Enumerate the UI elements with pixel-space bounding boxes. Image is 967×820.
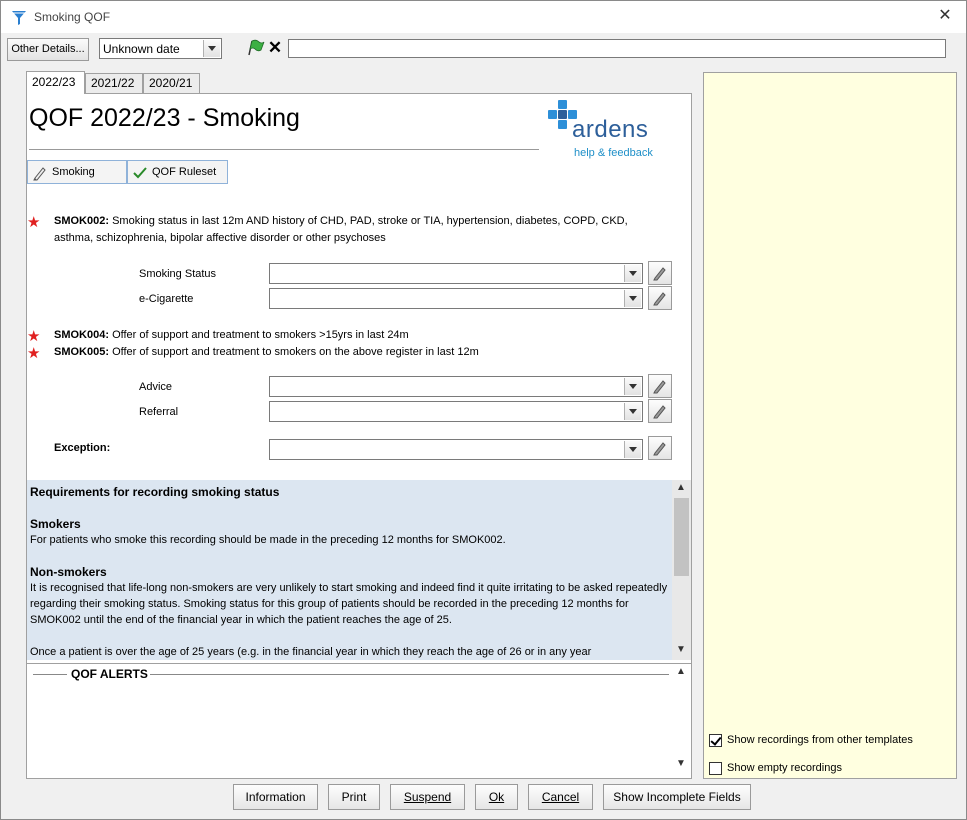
smok004-code: SMOK004:	[54, 329, 110, 341]
scroll-thumb[interactable]	[674, 498, 689, 576]
other-details-button[interactable]: Other Details...	[7, 38, 89, 61]
show-other-templates-label[interactable]: Show recordings from other templates	[727, 734, 913, 746]
smoking-subtab-label: Smoking	[52, 166, 95, 178]
free-text-input[interactable]	[288, 39, 946, 58]
ok-button[interactable]	[475, 784, 518, 810]
age-cutoff-text: Once a patient is over the age of 25 years (e.g. in the financial year in which they reach the age of 26 or in any year	[30, 646, 592, 658]
ok-label: Ok	[488, 790, 505, 804]
e-cigarette-select[interactable]	[269, 288, 643, 309]
referral-edit-button[interactable]	[648, 399, 672, 423]
exception-label: Exception:	[54, 442, 111, 454]
smoking-status-select[interactable]	[269, 263, 643, 284]
exception-select[interactable]	[269, 439, 643, 460]
page-title: QOF 2022/23 - Smoking	[29, 104, 300, 132]
smokers-heading: Smokers	[30, 517, 81, 531]
window-title: Smoking QOF	[34, 10, 111, 24]
required-star-icon: ★	[27, 328, 41, 345]
show-empty-label[interactable]: Show empty recordings	[727, 762, 842, 774]
tab-2020-21[interactable]: 2020/21	[143, 73, 200, 93]
date-dropdown[interactable]	[99, 38, 222, 59]
suspend-label: Suspend	[403, 790, 452, 804]
e-cigarette-label: e-Cigarette	[139, 293, 194, 305]
scroll-up-icon[interactable]: ▲	[676, 666, 686, 677]
advice-label: Advice	[139, 381, 173, 393]
main-panel	[26, 93, 692, 779]
scroll-down-icon[interactable]: ▼	[676, 758, 686, 769]
qof-alerts-panel	[27, 663, 691, 775]
qof-alerts-label: QOF ALERTS	[71, 667, 148, 681]
info-scrollbar[interactable]	[672, 480, 691, 660]
referral-label: Referral	[139, 406, 179, 418]
scroll-up-icon[interactable]: ▲	[676, 482, 686, 493]
smok005-code: SMOK005:	[54, 346, 110, 358]
tab-2021-22[interactable]: 2021/22	[85, 73, 143, 93]
recordings-panel	[703, 72, 957, 779]
help-feedback-link[interactable]: help & feedback	[574, 147, 653, 159]
close-icon[interactable]: ✕	[938, 7, 952, 24]
show-empty-checkbox[interactable]	[709, 762, 722, 775]
pencil-icon	[652, 440, 668, 456]
non-smokers-text: It is recognised that life-long non-smokers are very unlikely to start smoking and indeed find it quite irritating to be asked repeatedly regarding their smoking status. Smoking status for this group of patients should be recorded in the preceding 12 months for SMOK002 until the end of the financial year in which the patient reaches the age of 25.	[30, 582, 668, 626]
ardens-logo[interactable]	[548, 100, 660, 160]
non-smokers-heading: Non-smokers	[30, 565, 107, 579]
smok005-requirement	[54, 344, 654, 361]
funnel-icon	[10, 9, 28, 27]
alerts-scrollbar[interactable]	[672, 664, 691, 774]
date-value: Unknown date	[103, 42, 180, 56]
advice-edit-button[interactable]	[648, 374, 672, 398]
tab-2022-23[interactable]: 2022/23	[26, 71, 85, 94]
logo-brand-text: ardens	[572, 116, 649, 143]
clear-x-icon[interactable]: ✕	[267, 38, 283, 57]
information-button[interactable]: Information	[233, 784, 318, 810]
smok004-requirement	[54, 327, 654, 344]
chevron-down-icon[interactable]	[624, 290, 641, 307]
smoking-subtab[interactable]	[27, 160, 127, 184]
e-cigarette-edit-button[interactable]	[648, 286, 672, 310]
info-content	[30, 484, 670, 660]
chevron-down-icon[interactable]	[624, 403, 641, 420]
smok005-text: Offer of support and treatment to smokers on the above register in last 12m	[109, 346, 479, 358]
smok002-text: Smoking status in last 12m AND history of CHD, PAD, stroke or TIA, hypertension, diabetes, COPD, CKD, asthma, schizophrenia, bipolar affective disorder or other psychoses	[54, 215, 628, 244]
qof-ruleset-subtab[interactable]	[127, 160, 228, 184]
info-heading: Requirements for recording smoking status	[30, 485, 280, 499]
pencil-icon	[652, 378, 668, 394]
show-incomplete-fields-button[interactable]: Show Incomplete Fields	[603, 784, 751, 810]
scroll-down-icon[interactable]: ▼	[676, 644, 686, 655]
suspend-button[interactable]	[390, 784, 465, 810]
alerts-rule-left	[33, 674, 67, 675]
cancel-label: Cancel	[541, 790, 580, 804]
show-other-templates-checkbox[interactable]	[709, 734, 722, 747]
pencil-icon	[652, 403, 668, 419]
title-bar	[1, 1, 966, 33]
smok002-requirement	[54, 213, 654, 247]
cancel-button[interactable]	[528, 784, 593, 810]
smokers-text: For patients who smoke this recording should be made in the preceding 12 months for SMOK002.	[30, 534, 506, 546]
requirements-info-box[interactable]	[27, 480, 691, 660]
checkmark-icon	[132, 165, 148, 181]
pencil-icon	[32, 165, 48, 181]
alerts-rule-right	[149, 674, 669, 675]
smoking-status-edit-button[interactable]	[648, 261, 672, 285]
qof-ruleset-subtab-label: QOF Ruleset	[152, 166, 217, 178]
smok002-code: SMOK002:	[54, 215, 110, 227]
exception-edit-button[interactable]	[648, 436, 672, 460]
referral-select[interactable]	[269, 401, 643, 422]
print-button[interactable]: Print	[328, 784, 380, 810]
required-star-icon: ★	[27, 345, 41, 362]
smoking-status-label: Smoking Status	[139, 268, 217, 280]
smok004-text: Offer of support and treatment to smokers >15yrs in last 24m	[109, 329, 409, 341]
chevron-down-icon[interactable]	[203, 40, 220, 57]
green-flag-icon[interactable]	[245, 39, 265, 57]
chevron-down-icon[interactable]	[624, 378, 641, 395]
chevron-down-icon[interactable]	[624, 441, 641, 458]
title-divider	[29, 149, 539, 150]
required-star-icon: ★	[27, 214, 41, 231]
chevron-down-icon[interactable]	[624, 265, 641, 282]
pencil-icon	[652, 290, 668, 306]
advice-select[interactable]	[269, 376, 643, 397]
pencil-icon	[652, 265, 668, 281]
